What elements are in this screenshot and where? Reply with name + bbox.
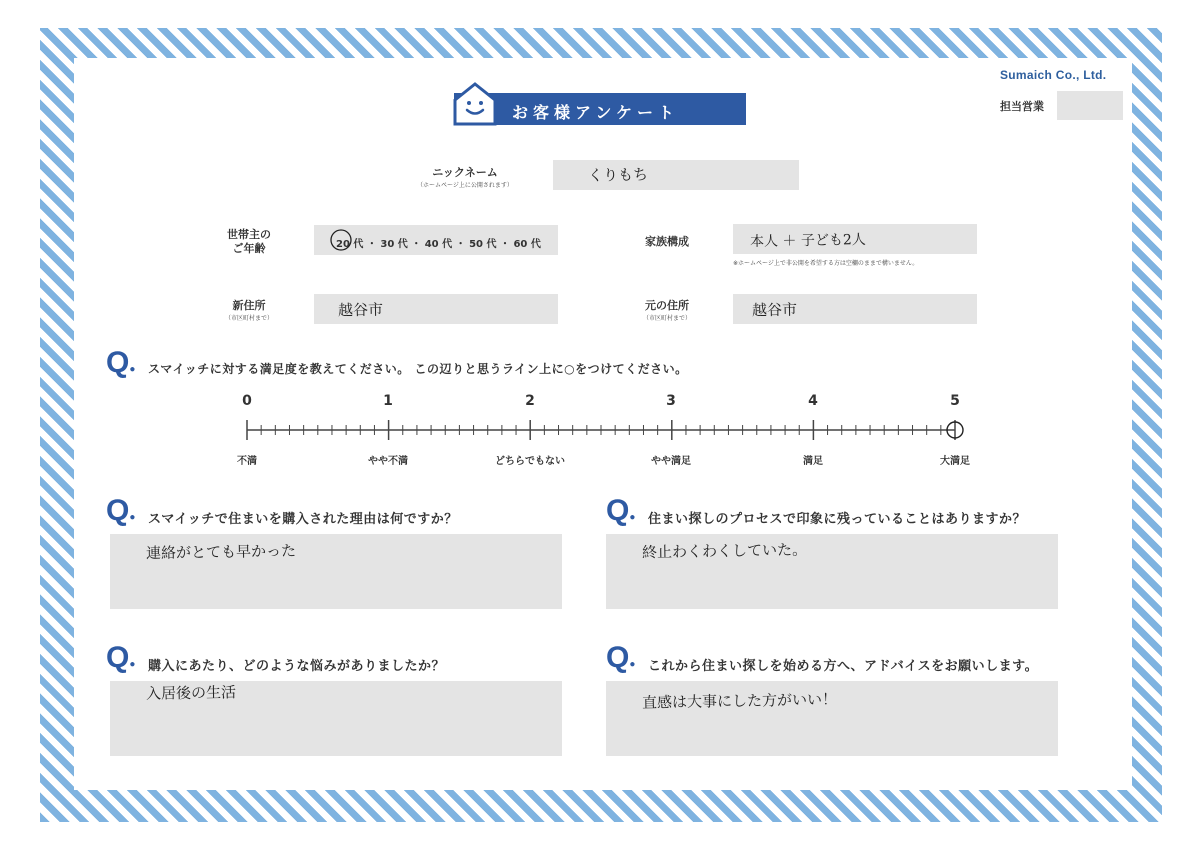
question-1-text: スマイッチで住まいを購入された理由は何ですか？: [148, 512, 458, 527]
family-label: 家族構成: [645, 235, 689, 248]
scale-label: 満足: [803, 456, 823, 467]
staff-field: [1057, 91, 1123, 120]
nickname-value: くりもち: [587, 165, 649, 185]
staff-label: 担当営業: [1000, 100, 1044, 113]
scale-label: やや不満: [368, 456, 408, 467]
question-mark-2: Q●: [606, 494, 636, 527]
old-address-note: （市区町村まで）: [642, 315, 691, 322]
satisfaction-question: スマイッチに対する満足度を教えてください。 この辺りと思うライン上に○をつけてください。: [148, 362, 688, 376]
scale-number: 2: [525, 393, 535, 409]
page-title: お客様アンケート: [512, 103, 680, 122]
question-4-text: これから住まい探しを始める方へ、アドバイスをお願いします。: [648, 659, 1039, 674]
new-address-value: 越谷市: [337, 300, 384, 320]
scale-number: 1: [383, 393, 393, 409]
old-address-value: 越谷市: [751, 300, 798, 320]
age-label-line2: ご年齢: [232, 242, 266, 255]
question-mark-3: Q●: [106, 641, 136, 674]
new-address-label: 新住所: [232, 299, 266, 312]
family-value: 本人 ＋ 子ども2人: [749, 231, 866, 251]
nickname-note: （ホームページ上に公開されます）: [417, 182, 513, 189]
scale-label: どちらでもない: [495, 456, 565, 467]
age-label-line1: 世帯主の: [227, 228, 271, 241]
question-mark-satisfaction: Q●: [106, 346, 136, 379]
scale-number: 4: [808, 393, 818, 409]
age-circle-mark: [328, 228, 354, 252]
nickname-label: ニックネーム: [432, 166, 498, 179]
scale-label: 大満足: [940, 456, 970, 467]
satisfaction-scale: [230, 410, 990, 450]
company-name: Sumaich Co., Ltd.: [1000, 68, 1107, 82]
answer-1-text: 連絡がとても早かった: [145, 541, 297, 563]
family-note: ※ホームページ上で非公開を希望する方は空欄のままで構いません。: [733, 260, 919, 267]
age-options: 20 代 ・ 30 代 ・ 40 代 ・ 50 代 ・ 60 代: [336, 239, 541, 250]
scale-label: やや満足: [651, 456, 691, 467]
question-3-text: 購入にあたり、どのような悩みがありましたか？: [148, 659, 446, 674]
old-address-label: 元の住所: [645, 299, 689, 312]
answer-3-text: 入居後の生活: [145, 683, 237, 703]
scale-number: 5: [950, 393, 960, 409]
answer-4-text: 直感は大事にした方がいい！: [641, 690, 838, 712]
question-mark-4: Q●: [606, 641, 636, 674]
scale-label: 不満: [237, 456, 257, 467]
scale-number: 3: [666, 393, 676, 409]
question-2-text: 住まい探しのプロセスで印象に残っていることはありますか？: [648, 512, 1027, 527]
new-address-note: （市区町村まで）: [224, 315, 273, 322]
scale-number: 0: [242, 393, 252, 409]
question-mark-1: Q●: [106, 494, 136, 527]
house-smile-icon: [452, 82, 498, 126]
answer-2-text: 終止わくわくしていた。: [641, 540, 808, 562]
